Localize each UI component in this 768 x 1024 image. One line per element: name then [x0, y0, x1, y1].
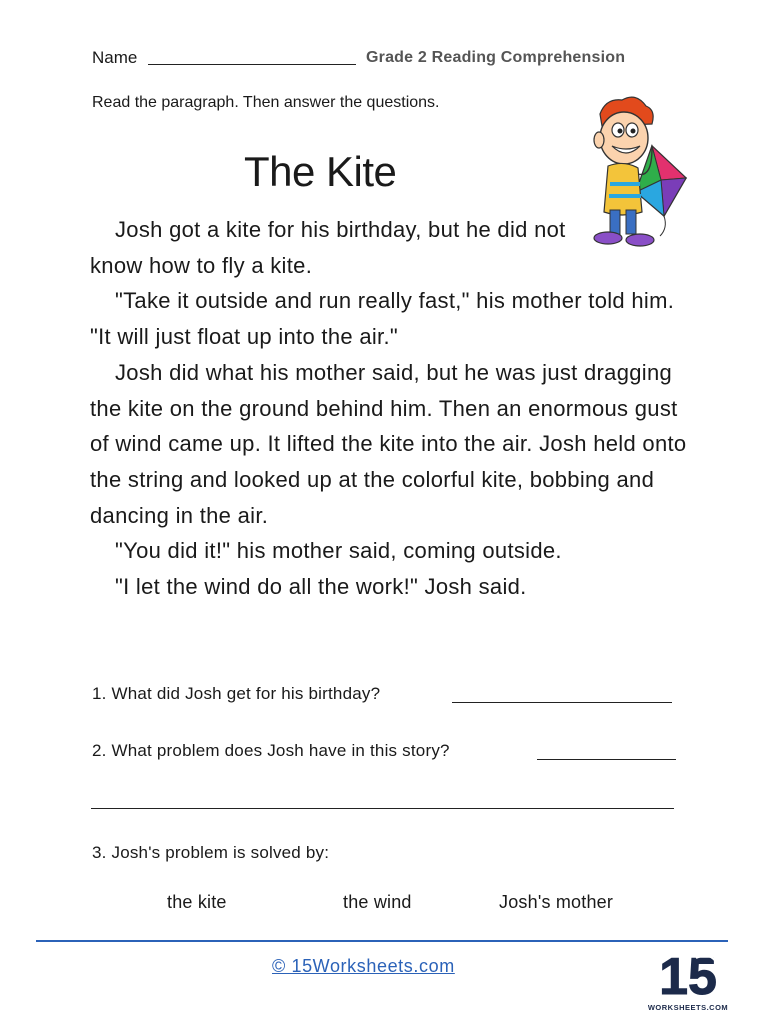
story-passage [90, 212, 690, 605]
story-paragraph: "You did it!" his mother said, coming outside. [115, 538, 562, 564]
story-paragraph: Josh got a kite for his birthday, but he did not know how to fly a kite. [90, 217, 566, 278]
footer-divider [36, 940, 728, 942]
question-1: 1. What did Josh get for his birthday? [92, 684, 381, 703]
logo-number: 15 [659, 948, 717, 1006]
story-title: The Kite [244, 148, 397, 195]
choice-the-kite[interactable]: the kite [167, 892, 227, 912]
answer-line-2[interactable] [537, 759, 676, 760]
15worksheets-logo [648, 944, 728, 1014]
story-paragraph: "Take it outside and run really fast," his mother told him. "It will just float up into the air." [90, 288, 675, 350]
question-3: 3. Josh's problem is solved by: [92, 843, 330, 862]
footer-site-link[interactable]: © 15Worksheets.com [272, 956, 455, 976]
story-paragraph: Josh did what his mother said, but he was just dragging the kite on the ground behind him. Then an enormous gust of wind came up. It lifted the kite into the air. Josh held onto the string and looked up at the colorful kite, bobbing and dancing in the air. [90, 359, 687, 528]
answer-line-1[interactable] [452, 702, 672, 703]
story-paragraph: "I let the wind do all the work!" Josh said. [115, 574, 527, 600]
name-label: Name [92, 48, 138, 67]
name-field-line[interactable] [148, 64, 356, 65]
choice-joshs-mother[interactable]: Josh's mother [499, 892, 614, 912]
logo-text: WORKSHEETS.COM [648, 1003, 728, 1012]
question-2: 2. What problem does Josh have in this story? [92, 741, 450, 760]
worksheet-grade-title: Grade 2 Reading Comprehension [366, 49, 626, 66]
instructions: Read the paragraph. Then answer the questions. [92, 94, 440, 111]
choice-the-wind[interactable]: the wind [343, 892, 412, 912]
answer-line-2-continued[interactable] [91, 808, 674, 809]
